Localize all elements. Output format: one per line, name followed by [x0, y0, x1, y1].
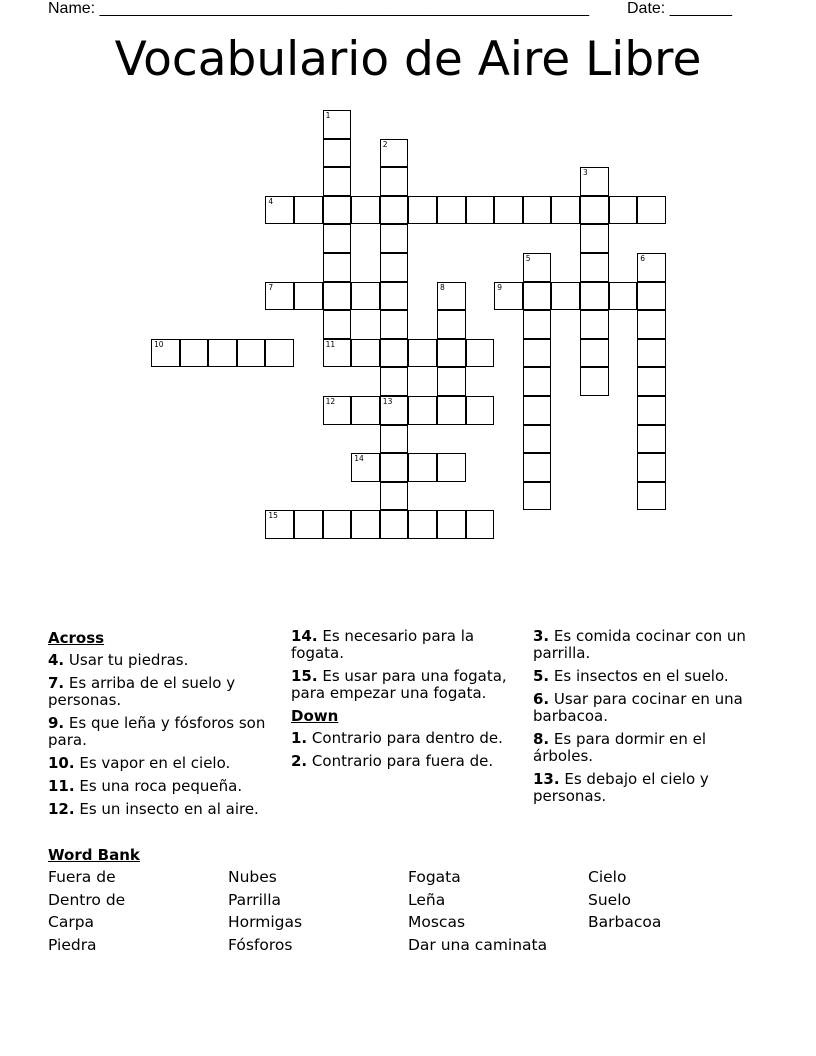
clue-number: 3. [533, 627, 550, 645]
crossword-cell[interactable] [523, 339, 552, 368]
clue-across-12 [48, 801, 280, 818]
crossword-cell[interactable] [351, 510, 380, 539]
crossword-cell[interactable] [523, 367, 552, 396]
crossword-cell[interactable] [380, 253, 409, 282]
crossword-cell[interactable] [523, 282, 552, 311]
crossword-cell[interactable] [580, 310, 609, 339]
crossword-cell[interactable] [323, 510, 352, 539]
crossword-cell[interactable] [380, 453, 409, 482]
crossword-cell[interactable] [380, 139, 409, 168]
crossword-cell[interactable] [380, 425, 409, 454]
crossword-cell[interactable] [180, 339, 209, 368]
clues-column-2 [291, 628, 523, 776]
crossword-cell[interactable] [408, 339, 437, 368]
word-bank-item: Hormigas [228, 913, 303, 931]
crossword-cell[interactable] [351, 453, 380, 482]
word-bank-item: Fogata [408, 868, 461, 886]
crossword-cell[interactable] [380, 196, 409, 225]
date-line: Date: _______ [627, 0, 732, 17]
crossword-cell[interactable] [437, 339, 466, 368]
clue-number: 5. [533, 667, 550, 685]
crossword-cell[interactable] [494, 282, 523, 311]
crossword-cell[interactable] [580, 339, 609, 368]
crossword-cell[interactable] [294, 510, 323, 539]
crossword-cell[interactable] [580, 367, 609, 396]
crossword-cell[interactable] [351, 282, 380, 311]
cell-number: 13 [382, 397, 393, 406]
crossword-cell[interactable] [437, 196, 466, 225]
crossword-cell[interactable] [380, 282, 409, 311]
word-bank-item: Nubes [228, 868, 277, 886]
crossword-cell[interactable] [637, 367, 666, 396]
cell-number: 10 [154, 339, 164, 349]
clue-number: 4. [48, 651, 65, 669]
cell-number: 8 [440, 282, 445, 292]
cell-number: 14 [354, 454, 364, 464]
crossword-cell[interactable] [323, 339, 352, 368]
crossword-cell[interactable] [380, 367, 409, 396]
clue-across-14 [291, 628, 523, 662]
clue-number: 10. [48, 754, 75, 772]
crossword-cell[interactable] [265, 282, 294, 311]
crossword-cell[interactable] [151, 339, 180, 368]
clue-across-4 [48, 652, 280, 669]
clue-text: Usar tu piedras. [68, 651, 189, 669]
crossword-cell[interactable] [323, 253, 352, 282]
clue-text: Es una roca pequeña. [79, 777, 243, 795]
clue-number: 2. [291, 752, 308, 770]
crossword-cell[interactable] [609, 282, 638, 311]
crossword-cell[interactable] [466, 396, 495, 425]
clue-number: 1. [291, 729, 308, 747]
clue-text: Es necesario para la fogata. [291, 627, 475, 662]
clue-text: Es un insecto en al aire. [79, 800, 259, 818]
clue-text: Contrario para dentro de. [311, 729, 503, 747]
clue-across-15 [291, 668, 523, 702]
crossword-cell[interactable] [523, 482, 552, 511]
word-bank-item: Fósforos [228, 936, 293, 954]
clue-down-5 [533, 668, 765, 685]
crossword-cell[interactable] [408, 196, 437, 225]
cell-number: 12 [325, 397, 336, 406]
clue-across-10 [48, 755, 280, 772]
clue-across-11 [48, 778, 280, 795]
clue-number: 6. [533, 690, 550, 708]
clue-text: Es arriba de el suelo y personas. [48, 674, 236, 709]
crossword-cell[interactable] [208, 339, 237, 368]
crossword-cell[interactable] [323, 282, 352, 311]
crossword-cell[interactable] [323, 310, 352, 339]
crossword-cell[interactable] [408, 453, 437, 482]
crossword-cell[interactable] [323, 139, 352, 168]
cell-number: 2 [382, 139, 388, 149]
cell-number: 4 [268, 196, 274, 206]
cell-number: 11 [325, 339, 336, 349]
crossword-cell[interactable] [637, 310, 666, 339]
word-bank-heading: Word Bank [48, 846, 140, 864]
word-bank-item: Barbacoa [588, 913, 662, 931]
across-heading: Across [48, 629, 105, 647]
crossword-cell[interactable] [380, 167, 409, 196]
crossword-cell[interactable] [437, 367, 466, 396]
cell-number: 9 [497, 282, 502, 292]
crossword-cell[interactable] [637, 482, 666, 511]
cell-number: 6 [640, 254, 645, 263]
crossword-cell[interactable] [351, 196, 380, 225]
word-bank-item: Dentro de [48, 891, 126, 909]
crossword-cell[interactable] [265, 196, 294, 225]
clue-number: 14. [291, 627, 318, 645]
cell-number: 1 [325, 111, 331, 120]
clue-text: Es usar para una fogata, para empezar una fogata. [291, 667, 507, 702]
word-bank-item: Moscas [408, 913, 466, 931]
cell-number: 3 [583, 168, 588, 178]
clue-down-1 [291, 730, 523, 747]
crossword-cell[interactable] [380, 224, 409, 253]
clues-column-1 [48, 628, 280, 824]
word-bank-item: Dar una caminata [408, 936, 548, 954]
crossword-cell[interactable] [523, 425, 552, 454]
word-bank-item: Fuera de [48, 868, 116, 886]
crossword-cell[interactable] [380, 339, 409, 368]
crossword-cell[interactable] [466, 510, 495, 539]
word-bank-item: Cielo [588, 868, 627, 886]
crossword-cell[interactable] [437, 396, 466, 425]
crossword-cell[interactable] [351, 396, 380, 425]
crossword-cell[interactable] [637, 396, 666, 425]
clue-number: 13. [533, 770, 560, 788]
name-line: Name: _______________________________________________________ [48, 0, 589, 17]
clue-number: 12. [48, 800, 75, 818]
clue-down-2 [291, 753, 523, 770]
crossword-cell[interactable] [323, 110, 352, 139]
crossword-cell[interactable] [466, 196, 495, 225]
clue-across-9 [48, 715, 280, 749]
word-bank-item: Leña [408, 891, 446, 909]
crossword-cell[interactable] [237, 339, 266, 368]
cell-number: 5 [525, 254, 531, 263]
word-bank-item: Carpa [48, 913, 95, 931]
cell-number: 7 [268, 282, 274, 292]
clue-number: 11. [48, 777, 75, 795]
crossword-cell[interactable] [351, 339, 380, 368]
clue-text: Es vapor en el cielo. [79, 754, 231, 772]
crossword-cell[interactable] [408, 510, 437, 539]
cell-number: 15 [268, 511, 278, 521]
crossword-cell[interactable] [523, 253, 552, 282]
crossword-cell[interactable] [609, 196, 638, 225]
clue-text: Contrario para fuera de. [311, 752, 494, 770]
clue-number: 8. [533, 730, 550, 748]
crossword-cell[interactable] [294, 282, 323, 311]
clue-down-3 [533, 628, 765, 662]
clue-text: Es debajo el cielo y personas. [533, 770, 709, 805]
crossword-cell[interactable] [380, 310, 409, 339]
crossword-cell[interactable] [494, 196, 523, 225]
crossword-cell[interactable] [551, 282, 580, 311]
crossword-cell[interactable] [637, 253, 666, 282]
clues-column-3 [533, 628, 765, 811]
crossword-cell[interactable] [265, 510, 294, 539]
crossword-cell[interactable] [551, 196, 580, 225]
clue-text: Usar para cocinar en una barbacoa. [533, 690, 743, 725]
crossword-cell[interactable] [580, 282, 609, 311]
crossword-cell[interactable] [523, 396, 552, 425]
clue-text: Es comida cocinar con un parrilla. [533, 627, 746, 662]
clue-text: Es que leña y fósforos son para. [48, 714, 266, 749]
crossword-cell[interactable] [408, 396, 437, 425]
crossword-cell[interactable] [466, 339, 495, 368]
clue-number: 9. [48, 714, 65, 732]
crossword-cell[interactable] [580, 167, 609, 196]
crossword-cell[interactable] [580, 253, 609, 282]
crossword-cell[interactable] [380, 482, 409, 511]
page-title: Vocabulario de Aire Libre [114, 32, 702, 87]
crossword-cell[interactable] [437, 510, 466, 539]
word-bank-item: Suelo [588, 891, 631, 909]
clue-across-7 [48, 675, 280, 709]
clue-text: Es para dormir en el árboles. [533, 730, 707, 765]
clue-down-6 [533, 691, 765, 725]
word-bank-item: Parrilla [228, 891, 282, 909]
crossword-cell[interactable] [637, 425, 666, 454]
crossword-cell[interactable] [265, 339, 294, 368]
crossword-cell[interactable] [323, 396, 352, 425]
clue-text: Es insectos en el suelo. [553, 667, 729, 685]
clue-down-8 [533, 731, 765, 765]
clue-down-13 [533, 771, 765, 805]
crossword-cell[interactable] [323, 224, 352, 253]
crossword-cell[interactable] [580, 224, 609, 253]
crossword-cell[interactable] [637, 453, 666, 482]
crossword-cell[interactable] [380, 396, 409, 425]
crossword-cell[interactable] [523, 310, 552, 339]
clue-number: 7. [48, 674, 65, 692]
crossword-cell[interactable] [637, 196, 666, 225]
crossword-cell[interactable] [437, 310, 466, 339]
word-bank-item: Piedra [48, 936, 97, 954]
down-heading: Down [291, 707, 339, 725]
crossword-cell[interactable] [637, 282, 666, 311]
crossword-cell[interactable] [580, 196, 609, 225]
clue-number: 15. [291, 667, 318, 685]
crossword-cell[interactable] [437, 453, 466, 482]
crossword-cell[interactable] [523, 196, 552, 225]
crossword-cell[interactable] [437, 282, 466, 311]
crossword-cell[interactable] [294, 196, 323, 225]
crossword-cell[interactable] [380, 510, 409, 539]
crossword-cell[interactable] [323, 167, 352, 196]
crossword-cell[interactable] [323, 196, 352, 225]
crossword-cell[interactable] [523, 453, 552, 482]
crossword-cell[interactable] [637, 339, 666, 368]
